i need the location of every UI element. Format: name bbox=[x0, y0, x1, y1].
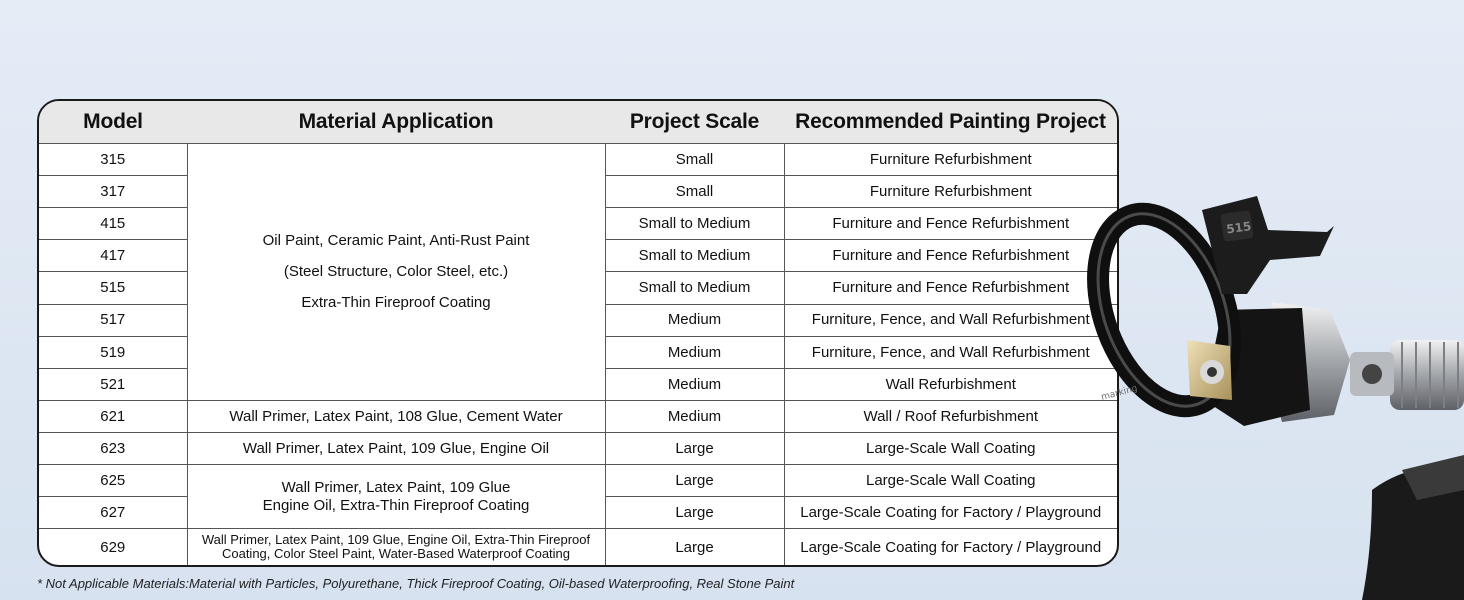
model-cell: 519 bbox=[39, 336, 187, 368]
project-cell: Furniture Refurbishment bbox=[784, 144, 1117, 176]
material-text: Coating, Color Steel Paint, Water-Based Waterproof Coating bbox=[221, 546, 571, 562]
model-cell: 623 bbox=[39, 432, 187, 464]
model-cell: 317 bbox=[39, 176, 187, 208]
scale-cell: Small bbox=[605, 176, 784, 208]
compatibility-table bbox=[39, 101, 1117, 565]
scale-cell: Large bbox=[605, 432, 784, 464]
table-row bbox=[39, 432, 1117, 464]
table-row bbox=[39, 144, 1117, 176]
project-cell: Furniture Refurbishment bbox=[784, 176, 1117, 208]
model-cell: 627 bbox=[39, 497, 187, 529]
scale-cell: Medium bbox=[605, 304, 784, 336]
material-text: Wall Primer, Latex Paint, 109 Glue bbox=[281, 479, 511, 497]
project-cell: Large-Scale Coating for Factory / Playground bbox=[784, 529, 1117, 565]
material-cell: Wall Primer, Latex Paint, 109 Glue, Engine Oil bbox=[187, 432, 605, 464]
scale-cell: Medium bbox=[605, 336, 784, 368]
project-cell: Large-Scale Wall Coating bbox=[784, 465, 1117, 497]
scale-cell: Large bbox=[605, 529, 784, 565]
table-row bbox=[39, 400, 1117, 432]
project-cell: Furniture, Fence, and Wall Refurbishment bbox=[784, 336, 1117, 368]
model-cell: 629 bbox=[39, 529, 187, 565]
tip-label: 515 bbox=[1225, 219, 1253, 237]
scale-cell: Small bbox=[605, 144, 784, 176]
material-text: Wall Primer, Latex Paint, 109 Glue, Engine Oil, Extra-Thin Fireproof bbox=[201, 531, 591, 547]
project-cell: Furniture, Fence, and Wall Refurbishment bbox=[784, 304, 1117, 336]
scale-cell: Medium bbox=[605, 368, 784, 400]
table-row bbox=[39, 465, 1117, 497]
material-cell-group1 bbox=[187, 144, 605, 401]
model-cell: 415 bbox=[39, 208, 187, 240]
header-project: Recommended Painting Project bbox=[784, 101, 1117, 144]
model-cell: 517 bbox=[39, 304, 187, 336]
spray-gun-tip-icon bbox=[1072, 190, 1464, 600]
footnote: * Not Applicable Materials:Material with Particles, Polyurethane, Thick Fireproof Coating, Oil-based Waterproofing, Real Stone Paint bbox=[37, 576, 795, 591]
model-cell: 417 bbox=[39, 240, 187, 272]
material-text: Oil Paint, Ceramic Paint, Anti-Rust Paint bbox=[262, 232, 530, 250]
project-cell: Large-Scale Wall Coating bbox=[784, 432, 1117, 464]
material-cell: Wall Primer, Latex Paint, 108 Glue, Cement Water bbox=[187, 400, 605, 432]
project-cell: Wall / Roof Refurbishment bbox=[784, 400, 1117, 432]
project-cell: Large-Scale Coating for Factory / Playground bbox=[784, 497, 1117, 529]
model-cell: 621 bbox=[39, 400, 187, 432]
guard-text: marking bbox=[1100, 383, 1139, 403]
scale-cell: Small to Medium bbox=[605, 208, 784, 240]
scale-cell: Medium bbox=[605, 400, 784, 432]
material-text: Extra-Thin Fireproof Coating bbox=[301, 294, 491, 312]
project-cell: Wall Refurbishment bbox=[784, 368, 1117, 400]
scale-cell: Small to Medium bbox=[605, 272, 784, 304]
table-row bbox=[39, 529, 1117, 565]
header-model: Model bbox=[39, 101, 187, 144]
project-cell: Furniture and Fence Refurbishment bbox=[784, 272, 1117, 304]
project-cell: Furniture and Fence Refurbishment bbox=[784, 208, 1117, 240]
material-text: Engine Oil, Extra-Thin Fireproof Coating bbox=[262, 496, 530, 514]
model-cell: 521 bbox=[39, 368, 187, 400]
scale-cell: Small to Medium bbox=[605, 240, 784, 272]
model-cell: 515 bbox=[39, 272, 187, 304]
header-scale: Project Scale bbox=[605, 101, 784, 144]
material-cell-629 bbox=[187, 529, 605, 565]
compatibility-table-container bbox=[37, 99, 1119, 567]
model-cell: 625 bbox=[39, 465, 187, 497]
scale-cell: Large bbox=[605, 465, 784, 497]
project-cell: Furniture and Fence Refurbishment bbox=[784, 240, 1117, 272]
table-header-row bbox=[39, 101, 1117, 144]
material-text: (Steel Structure, Color Steel, etc.) bbox=[283, 263, 509, 281]
model-cell: 315 bbox=[39, 144, 187, 176]
material-cell-group2 bbox=[187, 465, 605, 529]
scale-cell: Large bbox=[605, 497, 784, 529]
header-material: Material Application bbox=[187, 101, 605, 144]
